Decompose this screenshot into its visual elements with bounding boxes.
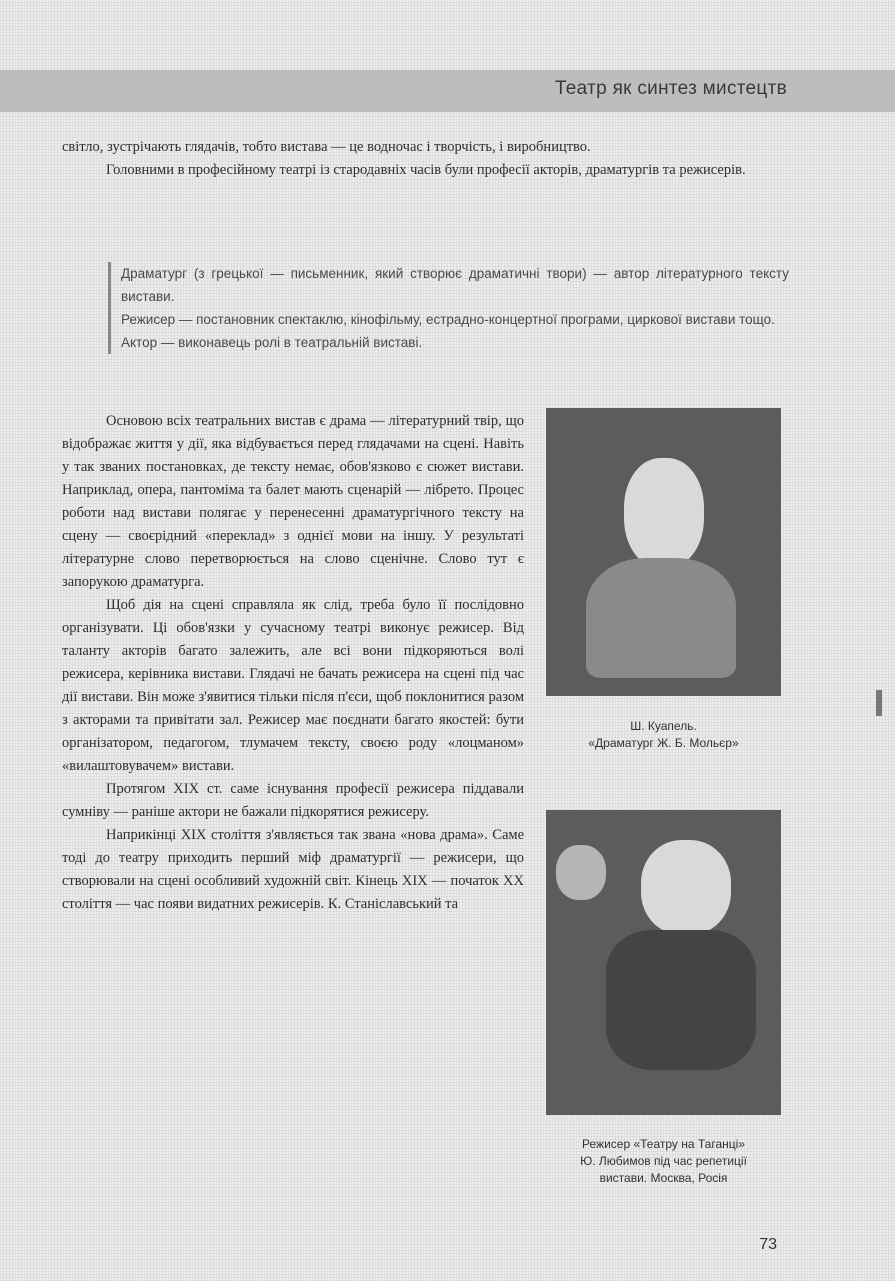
- definition-director: Режисер — постановник спектаклю, кінофільму, естрадно-концертної програми, циркової вистави тощо.: [121, 312, 775, 327]
- page-edge-mark: [876, 690, 882, 716]
- intro-text: [62, 136, 780, 182]
- page-number: 73: [759, 1236, 777, 1253]
- running-head: Театр як синтез мистецтв: [554, 78, 787, 99]
- caption2-line3: вистави. Москва, Росія: [599, 1171, 728, 1185]
- rehearsal-photo-image: [546, 810, 781, 1115]
- definitions-box: [108, 262, 789, 354]
- body-paragraph-2: Щоб дія на сцені справляла як слід, треба було її послідовно організувати. Ці обов'язки у сучасному театрі виконує режисер. Від таланту акторів багато залежить, але всі вони підкоряються волі режисера, керівника вистави. Глядачі не бачать режисера на сцені під час дії вистави. Він може з'явитися тільки після п'єси, щоб поклонитися разом з акторами та привітати зал. Режисер має поєднати багато якостей: бути організатором, педагогом, тлумачем тексту, своєю роду «лоцманом» «вилаштовувачем» вистави.: [62, 597, 524, 774]
- definition-actor: Актор — виконавець ролі в театральній виставі.: [121, 335, 423, 350]
- caption1-line2: «Драматург Ж. Б. Мольєр»: [588, 736, 739, 750]
- body-paragraph-1: Основою всіх театральних вистав є драма — літературний твір, що відображає життя у дії, яка відбувається перед глядачами на сцені. Навіть у так званих постановках, де тексту немає, обов'язково є сюжет вистави. Наприклад, опера, пантоміма та балет мають сценарій — лібрето. Процес роботи над вистави полягає у перенесенні драматургічного тексту на сцену — своєрідний «переклад» з однієї мови на іншу. У результаті літературне слово перетворюється на слово сценічне. Слово тут є запорукою драматурга.: [62, 413, 524, 590]
- caption2-line1: Режисер «Театру на Таганці»: [582, 1137, 745, 1151]
- caption1-line1: Ш. Куапель.: [630, 719, 697, 733]
- body-paragraph-4: Наприкінці XIX століття з'являється так звана «нова драма». Саме тоді до театру приходить перший міф драматургії — режисери, що створювали на сцені особливий художній світ. Кінець XIX — початок XX століття — час появи видатних режисерів. К. Станіславський та: [62, 827, 524, 912]
- moliere-caption: [546, 718, 781, 752]
- main-text-column: [62, 410, 524, 916]
- moliere-portrait-image: [546, 408, 781, 696]
- body-paragraph-3: Протягом XIX ст. саме існування професії режисера піддавали сумніву — раніше актори не бажали підкорятися режисеру.: [62, 781, 524, 820]
- definition-playwright: Драматург (з грецької — письменник, який створює драматичні твори) — автор літературного тексту вистави.: [121, 266, 789, 304]
- rehearsal-caption: [546, 1136, 781, 1187]
- intro-paragraph-2: Головними в професійному театрі із стародавніх часів були професії акторів, драматургів та режисерів.: [106, 162, 746, 178]
- intro-paragraph-1: світло, зустрічають глядачів, тобто вистава — це водночас і творчість, і виробництво.: [62, 139, 591, 155]
- caption2-line2: Ю. Любимов під час репетиції: [580, 1154, 747, 1168]
